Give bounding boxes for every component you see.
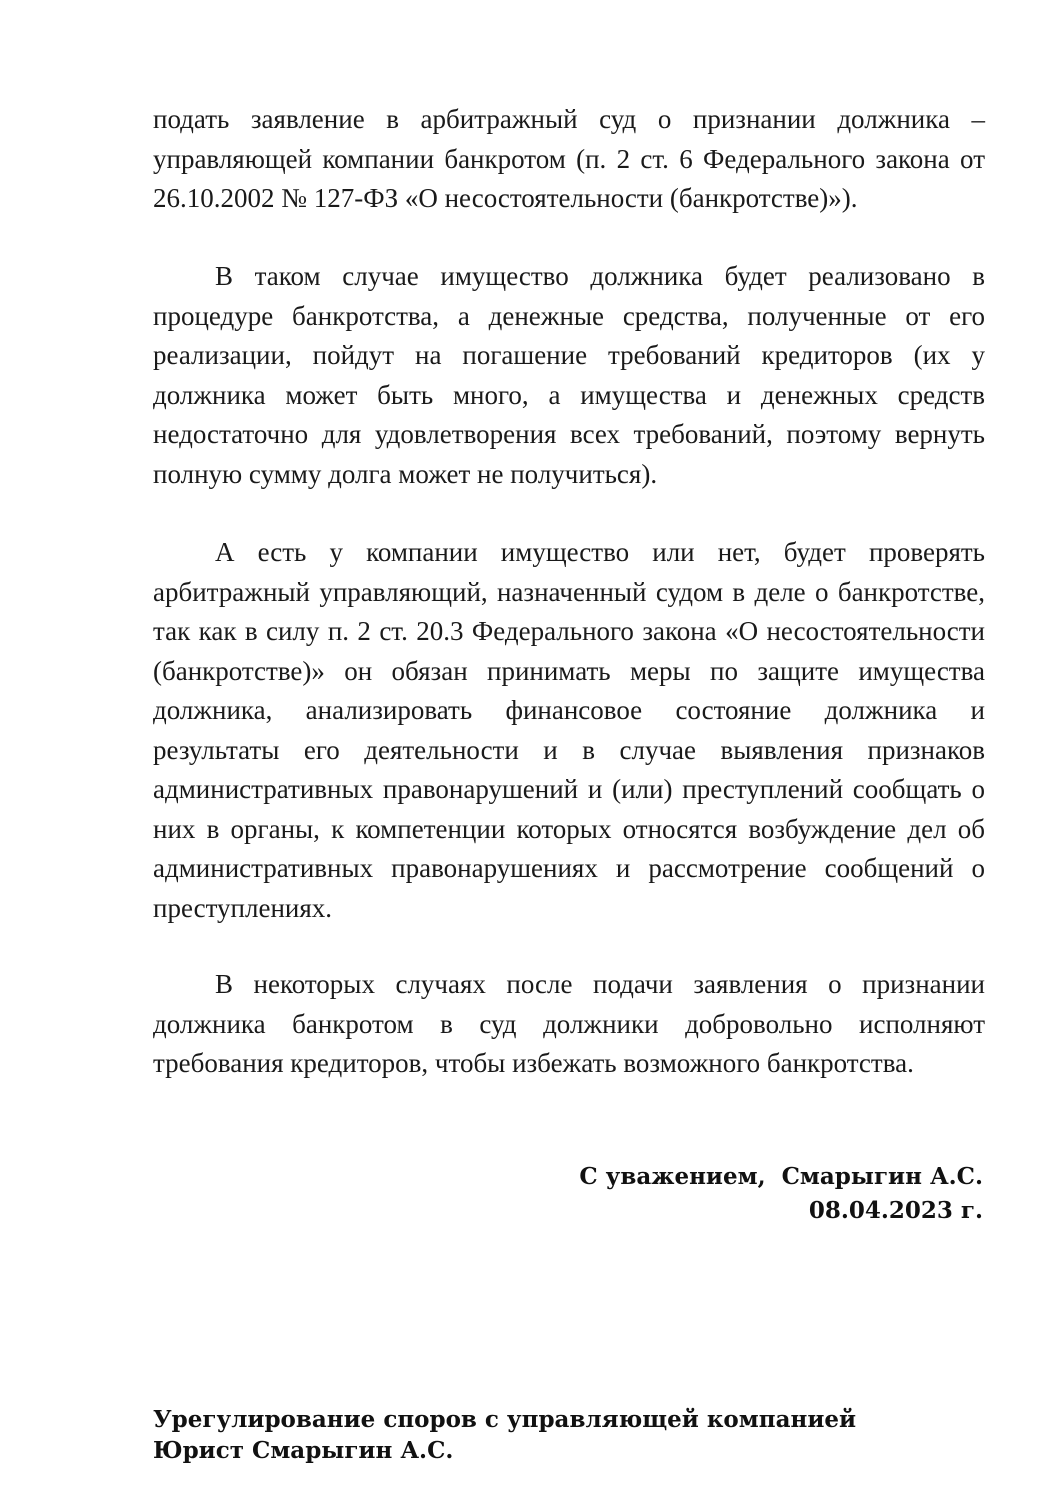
signature-date: 08.04.2023 г. <box>808 1197 983 1224</box>
paragraph-voluntary-payment: В некоторых случаях после подачи заявления о признании должника банкротом в суд должники добровольно исполняют требования кредиторов, чтобы избежать возможного банкротства. <box>153 969 985 1078</box>
footer-author: Юрист Смарыгин А.С. <box>153 1437 454 1464</box>
paragraph-continuation: подать заявление в арбитражный суд о признании должника – управляющей компании банкротом (п. 2 ст. 6 Федерального закона от 26.10.2002 № 127-ФЗ «О несостоятельности (банкротстве)»). <box>153 104 985 213</box>
paragraph-bankruptcy-procedure: В таком случае имущество должника будет реализовано в процедуре банкротства, а денежные средства, полученные от его реализации, пойдут на погашение требований кредиторов (их у должника может быть много, а имущества и денежных средств недостаточно для удовлетворения всех требований, поэтому вернуть полную сумму долга может не получиться). <box>153 261 985 489</box>
paragraph-arbitration-manager: А есть у компании имущество или нет, будет проверять арбитражный управляющий, назначенный судом в деле о банкротстве, так как в силу п. 2 ст. 20.3 Федерального закона «О несостоятельности (банкротстве)» он обязан принимать меры по защите имущества должника, анализировать финансовое состояние должника и результаты его деятельности и в случае выявления признаков административных правонарушений и (или) преступлений сообщать о них в органы, к компетенции которых относятся возбуждение дел об административных правонарушениях и рассмотрение сообщений о преступлениях. <box>153 537 985 923</box>
footer-title: Урегулирование споров с управляющей компанией <box>153 1406 857 1433</box>
signature-regards: С уважением, Смарыгин А.С. <box>579 1163 983 1190</box>
